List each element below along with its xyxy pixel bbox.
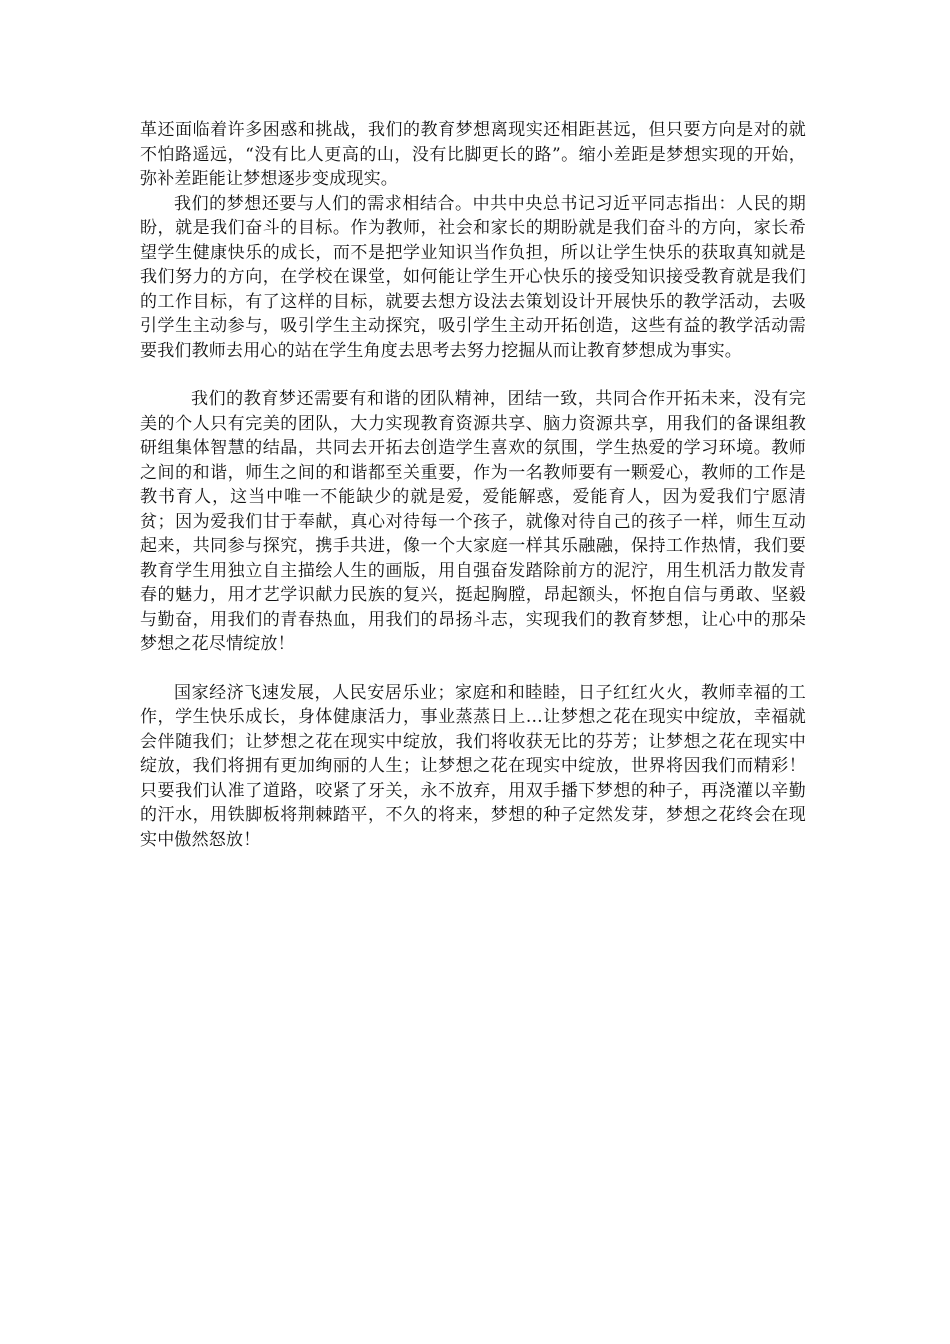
paragraph-continuation: 革还面临着许多困惑和挑战，我们的教育梦想离现实还相距甚远，但只要方向是对的就不怕路遥远，“没有比人更高的山，没有比脚更长的路”。缩小差距是梦想实现的开始，弥补差距能让梦想逐步变成现实。 xyxy=(140,120,806,189)
paragraph-conclusion: 国家经济飞速发展，人民安居乐业；家庭和和睦睦，日子红红火火，教师幸福的工作，学生快乐成长，身体健康活力，事业蒸蒸日上…让梦想之花在现实中绽放，幸福就会伴随我们；让梦想之花在现实中绽放，我们将收获无比的芬芳；让梦想之花在现实中绽放，我们将拥有更加绚丽的人生；让梦想之花在现实中绽放，世界将因我们而精彩！只要我们认准了道路，咬紧了牙关，永不放弃，用双手播下梦想的种子，再浇灌以辛勤的汗水，用铁脚板将荆棘踏平，不久的将来，梦想的种子定然发芽，梦想之花终会在现实中傲然怒放！ xyxy=(140,682,806,850)
paragraph-needs: 我们的梦想还要与人们的需求相结合。中共中央总书记习近平同志指出：人民的期盼，就是我们奋斗的目标。作为教师，社会和家长的期盼就是我们奋斗的方向，家长希望学生健康快乐的成长，而不是把学业知识当作负担，所以让学生快乐的获取真知就是我们努力的方向，在学校在课堂，如何能让学生开心快乐的接受知识接受教育就是我们的工作目标，有了这样的目标，就要去想方设法去策划设计开展快乐的教学活动，去吸引学生主动参与，吸引学生主动探究，吸引学生主动开拓创造，这些有益的教学活动需要我们教师去用心的站在学生角度去思考去努力挖掘从而让教育梦想成为事实。 xyxy=(140,193,806,361)
paragraph-team-spirit: 我们的教育梦还需要有和谐的团队精神，团结一致，共同合作开拓未来，没有完美的个人只有完美的团队，大力实现教育资源共享、脑力资源共享，用我们的备课组教研组集体智慧的结晶，共同去开拓去创造学生喜欢的氛围，学生热爱的学习环境。教师之间的和谐，师生之间的和谐都至关重要，作为一名教师要有一颗爱心，教师的工作是教书育人，这当中唯一不能缺少的就是爱，爱能解惑，爱能育人，因为爱我们宁愿清贫；因为爱我们甘于奉献，真心对待每一个孩子，就像对待自己的孩子一样，师生互动起来，共同参与探究，携手共进，像一个大家庭一样其乐融融，保持工作热情，我们要教育学生用独立自主描绘人生的画版，用自强奋发踏除前方的泥泞，用生机活力散发青春的魅力，用才艺学识献力民族的复兴，挺起胸膛，昂起额头，怀抱自信与勇敢、坚毅与勤奋，用我们的青春热血，用我们的昂扬斗志，实现我们的教育梦想，让心中的那朵梦想之花尽情绽放！ xyxy=(140,389,806,654)
document-body xyxy=(140,118,806,852)
